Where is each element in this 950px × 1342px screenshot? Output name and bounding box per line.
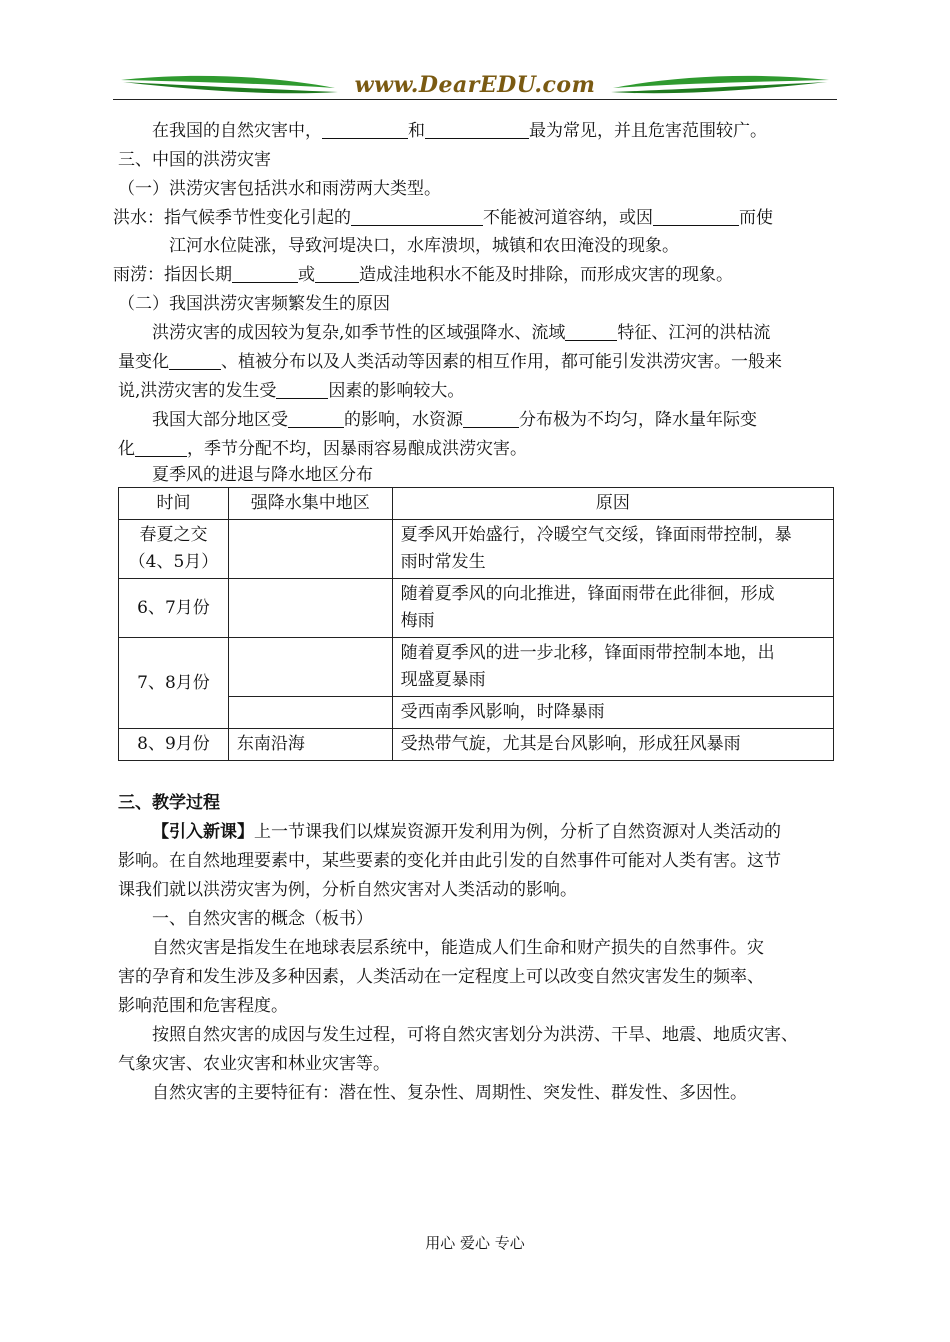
blank-field [288,409,344,428]
intro-line: 在我国的自然灾害中， 和 最为常见，并且危害范围较广。 [152,121,767,141]
concept-line-4: 按照自然灾害的成因与发生过程，可将自然灾害划分为洪涝、干旱、地震、地质灾害、 [152,1025,798,1045]
cell-area [228,520,392,579]
paragraph-2-line-1: 我国大部分地区受 的影响，水资源 分布极为不均匀，降水量年际变 [152,410,757,430]
table-title: 夏季风的进退与降水地区分布 [152,465,373,485]
concept-heading: 一、自然灾害的概念（板书） [152,909,373,929]
cell-reason: 夏季风开始盛行，冷暖空气交绥，锋面雨带控制，暴 雨时常发生 [392,520,833,579]
intro-paragraph-line-1: 【引入新课】上一节课我们以煤炭资源开发利用为例，分析了自然资源对人类活动的 [152,822,781,842]
blank-field [565,322,617,341]
flood-definition: 洪水：指气候季节性变化引起的 不能被河道容纳，或因 而使 [113,208,773,228]
concept-line-3: 影响范围和危害程度。 [118,996,288,1016]
blank-field [322,120,408,139]
blank-field [315,264,359,283]
concept-line-1: 自然灾害是指发生在地球表层系统中，能造成人们生命和财产损失的自然事件。灾 [152,938,764,958]
blank-field [463,409,519,428]
cell-time: 8、9月份 [119,729,229,761]
cell-time: 7、8月份 [119,638,229,729]
table-row [119,520,834,579]
header-rule [113,99,837,100]
flood-definition-cont: 江河水位陡涨，导致河堤决口，水库溃坝，城镇和农田淹没的现象。 [169,236,679,256]
table-row [119,729,834,761]
blank-field [276,380,328,399]
paragraph-1-line-2: 量变化 、植被分布以及人类活动等因素的相互作用，都可能引发洪涝灾害。一般来 [118,352,782,372]
subheading-1: （一）洪涝灾害包括洪水和雨涝两大类型。 [118,179,441,199]
cell-reason: 受西南季风影响，时降暴雨 [392,697,833,729]
page-footer: 用心 爱心 专心 [425,1234,525,1252]
section-heading: 三、中国的洪涝灾害 [118,150,271,170]
blank-field [135,438,187,457]
cell-area [228,638,392,697]
table-row [119,638,834,697]
concept-line-5: 气象灾害、农业灾害和林业灾害等。 [118,1054,390,1074]
blank-field [232,264,298,283]
site-logo-text: www.DearEDU.com [354,72,596,98]
paragraph-1-line-3: 说,洪涝灾害的发生受 因素的影响较大。 [118,381,465,401]
concept-line-6: 自然灾害的主要特征有：潜在性、复杂性、周期性、突发性、群发性、多因性。 [152,1083,747,1103]
monsoon-table [118,487,834,761]
blank-field [351,207,483,226]
cell-area [228,579,392,638]
cell-area [228,697,392,729]
cell-area: 东南沿海 [228,729,392,761]
intro-paragraph-line-3: 课我们就以洪涝灾害为例，分析自然灾害对人类活动的影响。 [118,880,577,900]
cell-reason: 受热带气旋，尤其是台风影响，形成狂风暴雨 [392,729,833,761]
teaching-process-heading: 三、教学过程 [118,793,220,813]
header-time: 时间 [119,488,229,520]
cell-reason: 随着夏季风的向北推进，锋面雨带在此徘徊，形成 梅雨 [392,579,833,638]
intro-paragraph-line-2: 影响。在自然地理要素中，某些要素的变化并由此引发的自然事件可能对人类有害。这节 [118,851,781,871]
blank-field [169,351,221,370]
cell-time: 春夏之交 （4、5月） [119,520,229,579]
table-header-row [119,488,834,520]
header-area: 强降水集中地区 [228,488,392,520]
paragraph-1-line-1: 洪涝灾害的成因较为复杂,如季节性的区域强降水、流域 特征、江河的洪枯流 [152,323,771,343]
cell-reason: 随着夏季风的进一步北移，锋面雨带控制本地，出 现盛夏暴雨 [392,638,833,697]
blank-field [653,207,739,226]
paragraph-2-line-2: 化 ，季节分配不均，因暴雨容易酿成洪涝灾害。 [118,439,527,459]
cell-time: 6、7月份 [119,579,229,638]
concept-line-2: 害的孕育和发生涉及多种因素，人类活动在一定程度上可以改变自然灾害发生的频率、 [118,967,764,987]
blank-field [425,120,529,139]
waterlog-definition: 雨涝：指因长期 或 造成洼地积水不能及时排除，而形成灾害的现象。 [113,265,733,285]
header-reason: 原因 [392,488,833,520]
subheading-2: （二）我国洪涝灾害频繁发生的原因 [118,294,390,314]
table-row [119,579,834,638]
